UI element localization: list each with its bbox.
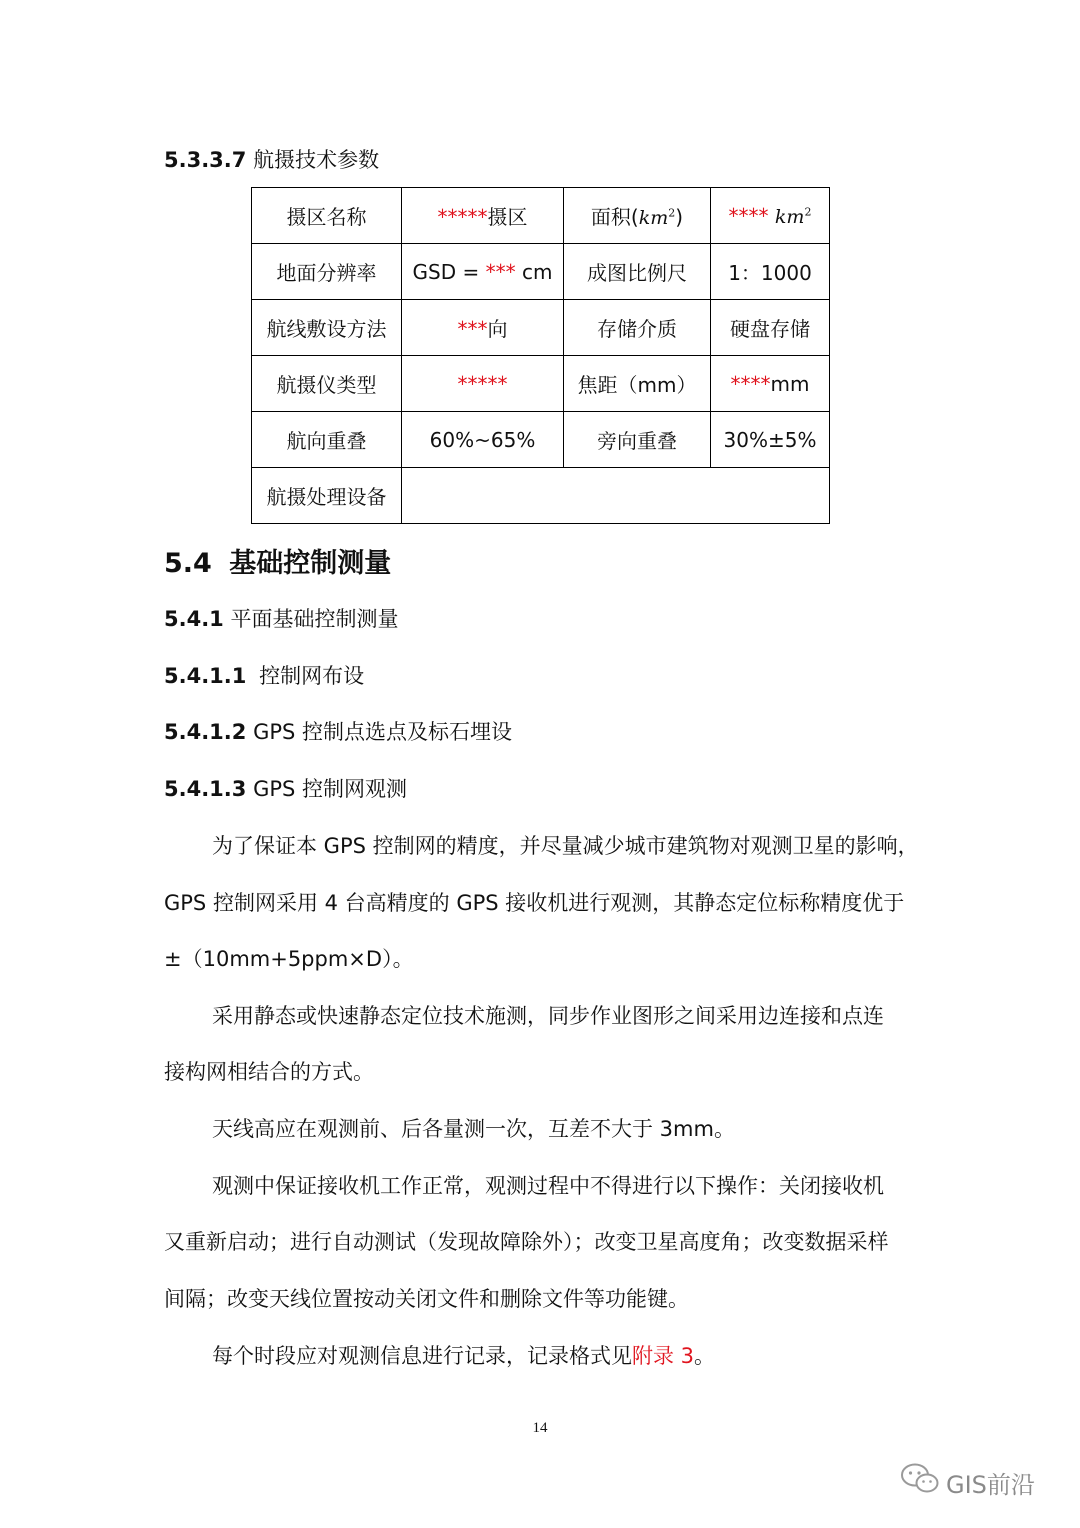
placeholder-stars: ***** (457, 371, 508, 396)
cell-text: 摄区 (487, 205, 528, 229)
paragraph-line: 又重新启动；进行自动测试（发现故障除外）；改变卫星高度角；改变数据采样 (164, 1230, 889, 1254)
placeholder-stars: *** (457, 317, 488, 341)
paragraph-line (212, 1342, 715, 1370)
watermark-text: GIS前沿 (946, 1470, 1035, 1499)
cell-text: 面积( (590, 205, 639, 229)
table-cell: 成图比例尺 (564, 244, 711, 300)
heading-title: 平面基础控制测量 (230, 607, 399, 631)
heading-title: 控制网布设 (259, 664, 365, 688)
table-cell: 存储介质 (564, 300, 711, 356)
heading-number: 5.4 (164, 548, 212, 579)
heading-number: 5.4.1 (164, 607, 224, 631)
cell-text: 向 (487, 317, 508, 341)
paragraph-line: 天线高应在观测前、后各量测一次，互差不大于 3mm。 (212, 1117, 735, 1141)
table-cell (402, 300, 564, 356)
table-cell: 旁向重叠 (564, 412, 711, 468)
heading-number: 5.3.3.7 (164, 148, 247, 172)
aerial-parameters-table (251, 187, 830, 524)
table-cell: 航线敷设方法 (252, 300, 402, 356)
table-cell (402, 244, 564, 300)
paragraph-line: 间隔；改变天线位置按动关闭文件和删除文件等功能键。 (164, 1287, 689, 1311)
table-cell: 地面分辨率 (252, 244, 402, 300)
table-cell (402, 188, 564, 244)
table-cell-empty (402, 468, 830, 524)
table-cell: 航摄处理设备 (252, 468, 402, 524)
table-row (252, 300, 830, 356)
cell-text: GSD = (412, 259, 486, 284)
table-row (252, 356, 830, 412)
heading-title: GPS 控制网观测 (253, 777, 408, 801)
unit-km2 (639, 207, 676, 229)
placeholder-stars: ***** (437, 205, 488, 229)
unit-sup: 2 (804, 205, 812, 219)
table-cell: 焦距（mm） (564, 356, 711, 412)
heading-5-4-1-1 (164, 663, 364, 689)
page-number: 14 (532, 1420, 548, 1436)
table-cell (402, 356, 564, 412)
heading-5-4-1-2 (164, 719, 512, 745)
paragraph-line: 为了保证本 GPS 控制网的精度，并尽量减少城市建筑物对观测卫星的影响， (212, 834, 919, 858)
heading-number: 5.4.1.3 (164, 777, 247, 801)
unit-text: km (638, 207, 669, 229)
table-cell (711, 188, 830, 244)
unit-km2 (775, 206, 812, 228)
cell-text: cm (515, 259, 553, 284)
table-cell: 60%~65% (402, 412, 564, 468)
table-row (252, 244, 830, 300)
table-cell: 1：1000 (711, 244, 830, 300)
placeholder-stars: *** (485, 259, 516, 284)
placeholder-stars: **** (728, 203, 769, 228)
cell-text: ) (675, 205, 684, 229)
heading-5-3-3-7 (164, 147, 379, 173)
table-cell (564, 188, 711, 244)
watermark (900, 1462, 1035, 1502)
heading-5-4-1-3 (164, 776, 407, 802)
table-row (252, 412, 830, 468)
paragraph-line: 观测中保证接收机工作正常，观测过程中不得进行以下操作：关闭接收机 (212, 1174, 884, 1198)
paragraph-line: 采用静态或快速静态定位技术施测，同步作业图形之间采用边连接和点连 (212, 1004, 884, 1028)
paragraph-line: ±（10mm+5ppm×D）。 (164, 947, 414, 971)
wechat-icon (900, 1462, 940, 1502)
paragraph-text: 。 (694, 1344, 716, 1368)
heading-title: GPS 控制点选点及标石埋设 (253, 720, 513, 744)
heading-5-4 (164, 548, 391, 580)
unit-text: km (774, 205, 805, 228)
appendix-link[interactable]: 附录 3 (632, 1344, 695, 1368)
table-cell: 航向重叠 (252, 412, 402, 468)
unit-sup: 2 (668, 206, 676, 220)
table-cell (711, 356, 830, 412)
heading-title: 基础控制测量 (229, 548, 392, 579)
paragraph-text: 每个时段应对观测信息进行记录，记录格式见 (212, 1344, 632, 1368)
cell-text: mm (770, 371, 810, 396)
paragraph-line: 接构网相结合的方式。 (164, 1060, 374, 1084)
placeholder-stars: **** (730, 371, 771, 396)
table-cell: 30%±5% (711, 412, 830, 468)
paragraph-line: GPS 控制网采用 4 台高精度的 GPS 接收机进行观测，其静态定位标称精度优于 (164, 891, 905, 915)
heading-title: 航摄技术参数 (253, 148, 380, 172)
table-cell: 摄区名称 (252, 188, 402, 244)
table-cell: 硬盘存储 (711, 300, 830, 356)
heading-number: 5.4.1.1 (164, 664, 247, 688)
table-row (252, 188, 830, 244)
table-cell: 航摄仪类型 (252, 356, 402, 412)
heading-number: 5.4.1.2 (164, 720, 247, 744)
heading-5-4-1 (164, 606, 398, 632)
table-row (252, 468, 830, 524)
